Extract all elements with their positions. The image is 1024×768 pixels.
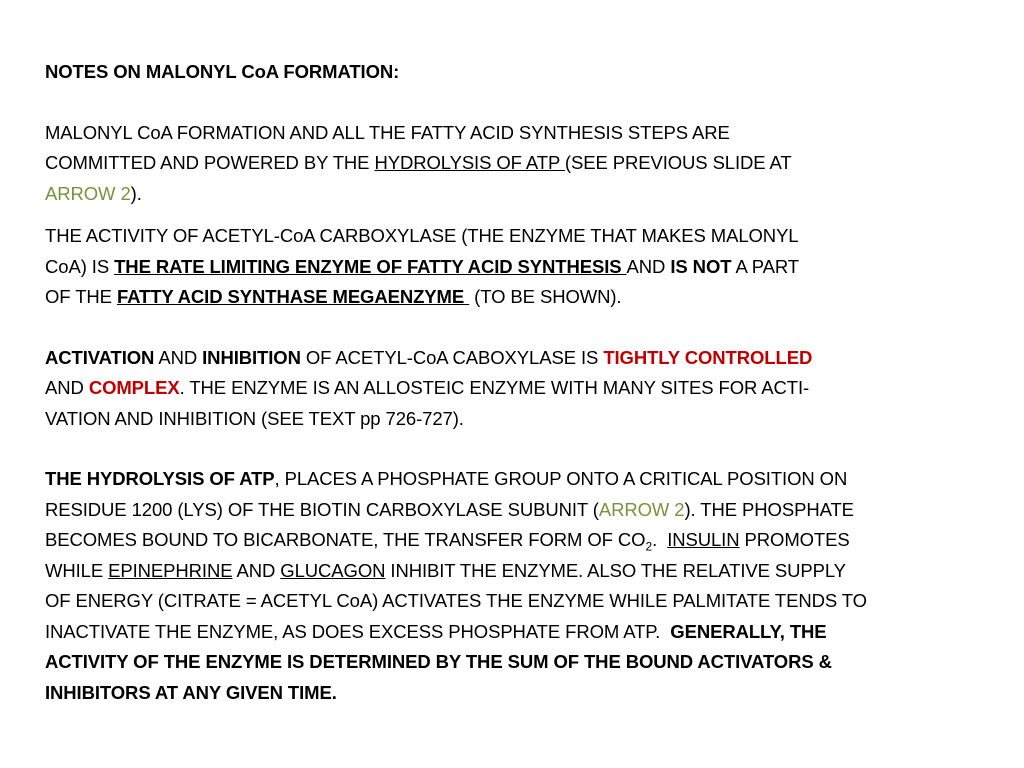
p1-text-2: COMMITTED AND POWERED BY THE — [45, 152, 375, 173]
p4-text-5: . — [652, 529, 668, 550]
p3-text-1: AND — [154, 346, 203, 368]
p4-text-13: INHIBITORS AT ANY GIVEN TIME. — [45, 681, 337, 703]
p4-text-11: INACTIVATE THE ENZYME, AS DOES EXCESS PHOSPHATE FROM ATP. — [45, 620, 671, 642]
p3-text-4: . THE ENZYME IS AN ALLOSTEIC ENZYME WITH MANY SITES FOR ACTI- — [179, 377, 810, 398]
p1-text-3: (SEE PREVIOUS SLIDE AT — [564, 152, 792, 173]
p4-text-2: RESIDUE 1200 (LYS) OF THE BIOTIN CARBOXYLASE SUBUNIT ( — [45, 498, 599, 520]
p3-text-3: AND — [45, 377, 89, 398]
paragraph-activation-inhibition — [45, 343, 995, 435]
p4-arrow-2: ARROW 2 — [598, 498, 685, 520]
p2-text-3: AND — [626, 255, 671, 277]
p4-text-7: WHILE — [45, 559, 109, 581]
p1-text-4: ). — [130, 182, 142, 204]
p2-is-not: IS NOT — [670, 255, 732, 277]
p4-text-8: AND — [232, 559, 281, 581]
p3-tightly-controlled: TIGHTLY CONTROLLED — [603, 346, 813, 368]
p1-arrow-2: ARROW 2 — [45, 182, 131, 204]
p4-subscript-2: 2 — [645, 539, 653, 554]
slide-body — [45, 57, 995, 708]
paragraph-atp-hydrolysis — [45, 464, 995, 708]
p4-text-10: OF ENERGY (CITRATE = ACETYL CoA) ACTIVATES THE ENZYME WHILE PALMITATE TENDS TO — [45, 590, 867, 611]
p4-hydrolysis-of-atp: THE HYDROLYSIS OF ATP — [45, 468, 275, 489]
p4-insulin: INSULIN — [667, 529, 740, 550]
p3-text-5: VATION AND INHIBITION (SEE TEXT pp 726-727). — [45, 407, 464, 429]
p3-inhibition: INHIBITION — [202, 346, 301, 368]
paragraph-atp-powering — [45, 118, 995, 210]
p4-text-12: ACTIVITY OF THE ENZYME IS DETERMINED BY THE SUM OF THE BOUND ACTIVATORS & — [45, 651, 832, 672]
p4-text-9: INHIBIT THE ENZYME. ALSO THE RELATIVE SUPPLY — [385, 559, 846, 581]
p4-glucagon: GLUCAGON — [280, 559, 386, 581]
p1-hydrolysis-of-atp: HYDROLYSIS OF ATP — [374, 152, 565, 173]
p2-rate-limiting-enzyme: THE RATE LIMITING ENZYME OF FATTY ACID SYNTHESIS — [114, 255, 627, 277]
p4-generally: GENERALLY, THE — [670, 620, 827, 642]
p2-text-1: THE ACTIVITY OF ACETYL-CoA CARBOXYLASE (THE ENZYME THAT MAKES MALONYL — [45, 225, 799, 246]
p2-text-6: (TO BE SHOWN). — [469, 286, 622, 307]
p4-text-3: ). THE PHOSPHATE — [684, 498, 854, 520]
slide-heading: NOTES ON MALONYL CoA FORMATION: — [45, 61, 400, 82]
p2-text-5: OF THE — [45, 286, 117, 307]
p3-complex: COMPLEX — [88, 377, 180, 398]
p4-text-1: , PLACES A PHOSPHATE GROUP ONTO A CRITICAL POSITION ON — [274, 468, 848, 489]
p3-text-2: OF ACETYL-CoA CABOXYLASE IS — [300, 346, 604, 368]
p2-text-2: CoA) IS — [45, 255, 115, 277]
p2-megaenzyme: FATTY ACID SYNTHASE MEGAENZYME — [116, 286, 470, 307]
p3-activation: ACTIVATION — [45, 346, 155, 368]
p4-text-6: PROMOTES — [739, 529, 850, 550]
p2-text-4: A PART — [731, 255, 799, 277]
p4-epinephrine: EPINEPHRINE — [108, 559, 233, 581]
p4-text-4: BECOMES BOUND TO BICARBONATE, THE TRANSFER FORM OF CO — [45, 529, 646, 550]
p1-text-1: MALONYL CoA FORMATION AND ALL THE FATTY ACID SYNTHESIS STEPS ARE — [45, 121, 730, 143]
paragraph-carboxylase-activity — [45, 221, 995, 313]
